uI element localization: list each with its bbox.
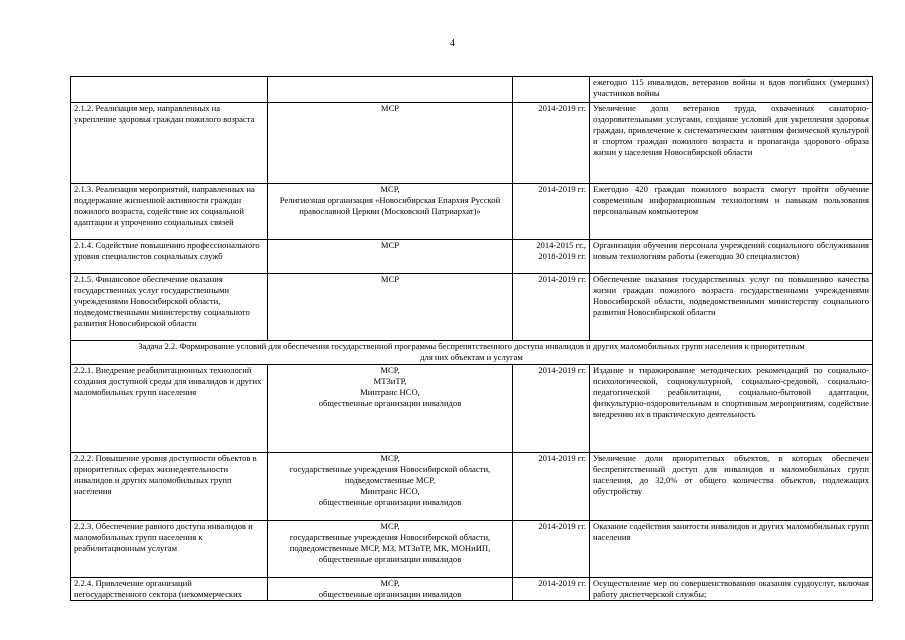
table-row: [71, 521, 873, 578]
measure-name-cell: 2.1.2. Реализация мер, направленных на укрепление здоровья граждан пожилого возраста: [71, 103, 268, 184]
table-row: [71, 184, 873, 240]
executor-cell: [268, 240, 513, 274]
period-line: 2014-2019 гг.: [538, 578, 586, 588]
executor-line: МТЗиТР,: [373, 376, 407, 387]
executor-line: общественные организации инвалидов: [318, 497, 462, 508]
executor-line: Религиозная организация «Новосибирская Епархия Русской православной Церкви (Московский Патриархат)»: [279, 195, 501, 217]
period-line: 2014-2019 гг.: [538, 184, 586, 194]
period-cell: [513, 365, 590, 453]
period-cell: [513, 453, 590, 521]
table-row: [71, 103, 873, 184]
executor-line: МСР,: [380, 521, 400, 531]
executor-line: государственные учреждения Новосибирской области, подведомственные МСР, МЗ, МТЗиТР, МК, МОНиИП, общественные организации инвалидов: [289, 532, 491, 565]
result-cell: Ежегодно 420 граждан пожилого возраста смогут пройти обучение современным информационным технологиям и навыкам пользования персональным компьютером: [590, 184, 873, 240]
executor-cell: [268, 103, 513, 184]
executor-line: государственные учреждения Новосибирской области, подведомственные МСР,: [289, 464, 491, 486]
executor-line: МСР: [380, 103, 400, 113]
executor-line: МСР,: [380, 365, 400, 375]
executor-line: Минтранс НСО,: [360, 486, 420, 497]
executor-cell: [268, 365, 513, 453]
executor-cell: [268, 274, 513, 341]
table-row: [71, 453, 873, 521]
period-cell: [513, 240, 590, 274]
executor-line: МСР: [380, 240, 400, 250]
measure-name-cell: 2.1.4. Содействие повышению профессионального уровня специалистов социальных служб: [71, 240, 268, 274]
period-cell: [513, 274, 590, 341]
table-row: [71, 365, 873, 453]
result-cell: ежегодно 115 инвалидов, ветеранов войны и вдов погибших (умерших) участников войны: [590, 77, 873, 103]
executor-line: МСР,: [380, 453, 400, 463]
result-cell: Увеличение доли ветеранов труда, охваченных санаторно-оздоровительными услугами, создание условий для укрепления здоровья граждан, привлечение к систематическим занятиям физической культурой и спортом граждан пожилого возраста и пропаганда здорового образа жизни у населения Новосибирской области: [590, 103, 873, 184]
task-heading-cell: Задача 2.2. Формирование условий для обеспечения государственной программы беспрепятственного доступа инвалидов и других маломобильных групп населения к приоритетным для них объектам и услугам: [71, 341, 873, 365]
executor-line: Минтранс НСО,: [360, 387, 420, 398]
measure-name-cell: 2.2.4. Привлечение организаций негосударственного сектора (некоммерческих: [71, 578, 268, 601]
executor-cell: [268, 521, 513, 578]
period-cell: [513, 103, 590, 184]
period-cell: [513, 184, 590, 240]
executor-line: общественные организации инвалидов: [318, 589, 462, 600]
measure-name-cell: 2.2.1. Внедрение реабилитационных технологий создания доступной среды для инвалидов и других маломобильных групп населения: [71, 365, 268, 453]
period-cell: [513, 578, 590, 601]
measure-name-cell: 2.2.2. Повышение уровня доступности объектов в приоритетных сферах жизнедеятельности инвалидов и других маломобильных групп населения: [71, 453, 268, 521]
executor-cell: [268, 77, 513, 103]
period-line: 2014-2019 гг.: [538, 103, 586, 113]
result-cell: Оказание содействия занятости инвалидов и других маломобильных групп населения: [590, 521, 873, 578]
period-line: 2014-2015 гг.,: [536, 240, 586, 250]
period-line: 2014-2019 гг.: [538, 274, 586, 284]
period-line: 2014-2019 гг.: [538, 365, 586, 375]
table-row: [71, 578, 873, 601]
period-cell: [513, 521, 590, 578]
result-cell: Издание и тиражирование методических рекомендаций по социально-психологической, социокультурной, социально-средовой, социально-педагогической реабилитации, социально-бытовой адаптации, физкультурно-оздоровительным и спортивным мероприятиям, содействие внедрению их в практическую деятельность: [590, 365, 873, 453]
page-number: 4: [450, 38, 455, 49]
measure-name-cell: 2.1.3. Реализация мероприятий, направленных на поддержание жизненной активности граждан пожилого возраста, содействие их социальной адаптации и упрочению социальных связей: [71, 184, 268, 240]
period-line: 2018-2019 гг.: [538, 251, 586, 262]
measure-name-cell: [71, 77, 268, 103]
measure-name-cell: 2.2.3. Обеспечение равного доступа инвалидов и маломобильных групп населения к реабилитационным услугам: [71, 521, 268, 578]
period-cell: [513, 77, 590, 103]
result-cell: Обеспечение оказания государственных услуг по повышению качества жизни граждан пожилого возраста государственными учреждениями Новосибирской области, подведомственными министерству социального развития Новосибирской области: [590, 274, 873, 341]
program-measures-table: [70, 76, 873, 601]
table-row: [71, 240, 873, 274]
executor-line: МСР,: [380, 578, 400, 588]
executor-cell: [268, 578, 513, 601]
executor-line: общественные организации инвалидов: [318, 398, 462, 409]
period-line: 2014-2019 гг.: [538, 521, 586, 531]
executor-cell: [268, 184, 513, 240]
result-cell: Осуществление мер по совершенствованию оказания сурдоуслуг, включая работу диспетчерской службы;: [590, 578, 873, 601]
measure-name-cell: 2.1.5. Финансовое обеспечение оказания государственных услуг государственными учреждениями Новосибирской области, подведомственными министерству социального развития Новосибирской области: [71, 274, 268, 341]
period-line: 2014-2019 гг.: [538, 453, 586, 463]
result-cell: Организация обучения персонала учреждений социального обслуживания новым технологиям работы (ежегодно 30 специалистов): [590, 240, 873, 274]
task-row: [71, 341, 873, 365]
result-cell: Увеличение доли приоритетных объектов, в которых обеспечен беспрепятственный доступ для инвалидов и маломобильных групп населения, до 32,0% от общего количества объектов, подлежащих обустройству: [590, 453, 873, 521]
table-row-continuation: [71, 77, 873, 103]
executor-cell: [268, 453, 513, 521]
table-row: [71, 274, 873, 341]
executor-line: МСР,: [380, 184, 400, 194]
executor-line: МСР: [380, 274, 400, 284]
